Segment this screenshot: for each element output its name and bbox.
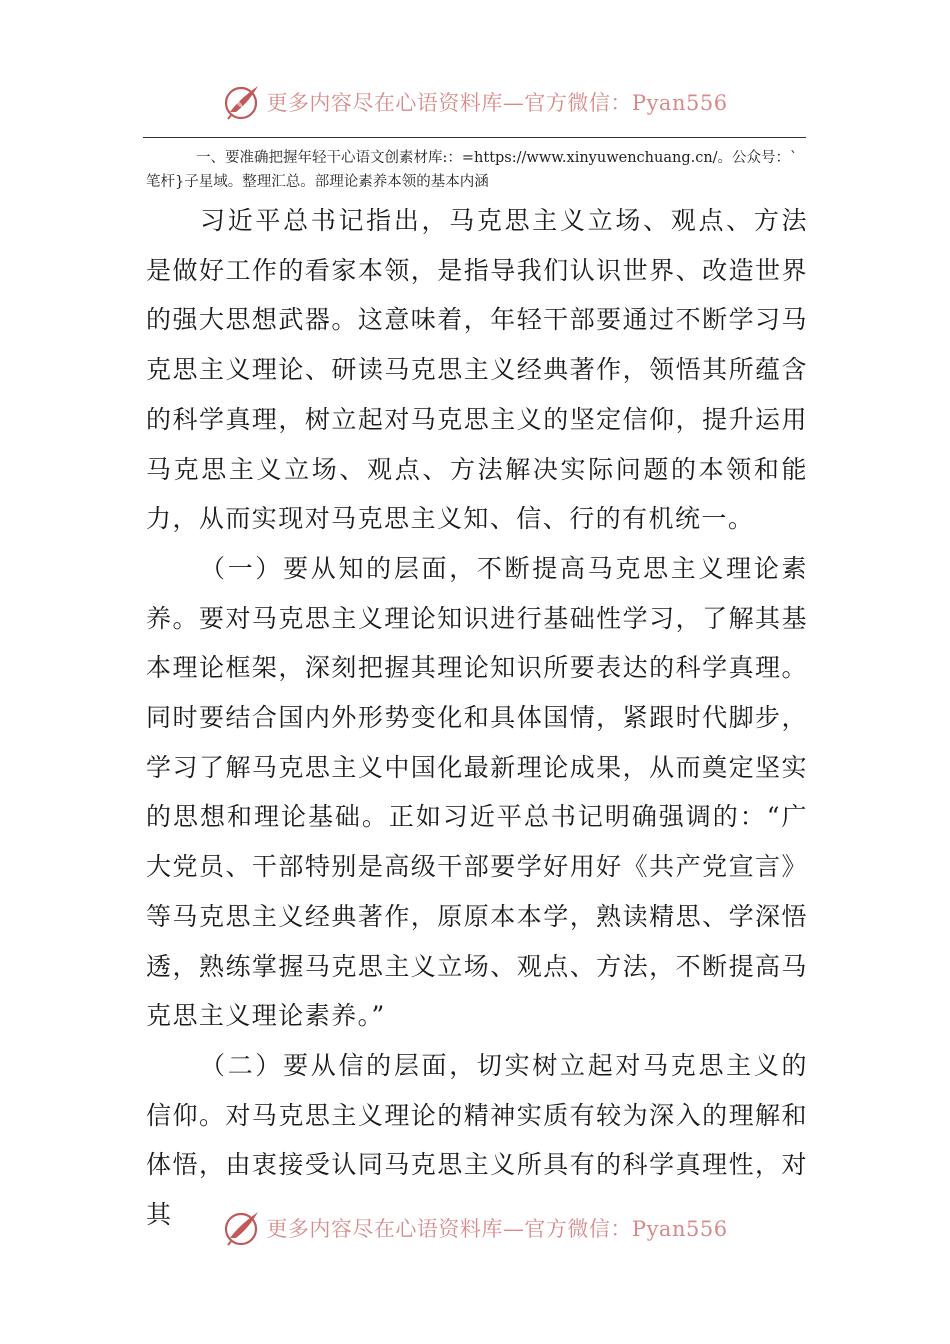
header-divider — [143, 137, 806, 138]
paragraph-3: （二）要从信的层面，切实树立起对马克思主义的信仰。对马克思主义理论的精神实质有较为深入的理解和体悟，由衷接受认同马克思主义所具有的科学真理性，对其 — [146, 1050, 808, 1230]
paragraph-2: （一）要从知的层面，不断提高马克思主义理论素养。要对马克思主义理论知识进行基础性学习，了解其基本理论框架，深刻把握其理论知识所要表达的科学真理。同时要结合国内外形势变化和具体国情，紧跟时代脚步，学习了解马克思主义中国化最新理论成果，从而奠定坚实的思想和理论基础。正如习近平总书记明确强调的：“广大党员、干部特别是高级干部要学好用好《共产党宣言》等马克思主义经典著作，原原本本学，熟读精思、学深悟透，熟练掌握马克思主义立场、观点、方法，不断提高马克思主义理论素养。” — [146, 553, 808, 1031]
quill-logo-icon — [222, 82, 262, 122]
paragraph-1: 习近平总书记指出，马克思主义立场、观点、方法是做好工作的看家本领，是指导我们认识世界、改造世界的强大思想武器。这意味着，年轻干部要通过不断学习马克思主义理论、研读马克思主义经典著作，领悟其所蕴含的科学真理，树立起对马克思主义的坚定信仰，提升运用马克思主义立场、观点、方法解决实际问题的本领和能力，从而实现对马克思主义知、信、行的有机统一。 — [146, 206, 808, 534]
footer-watermark — [0, 1206, 950, 1250]
quill-logo-icon — [222, 1208, 262, 1248]
watermark-text: 更多内容尽在心语资料库—官方微信：Pyan556 — [266, 1217, 728, 1241]
section-heading: 一、要准确把握年轻干心语文创素材库:：=https://www.xinyuwenchuang.cn/。公众号：`笔杆}子星域。整理汇总。部理论素养本领的基本内涵 — [146, 150, 798, 190]
watermark-text: 更多内容尽在心语资料库—官方微信：Pyan556 — [266, 91, 728, 115]
svg-text:✎: ✎ — [236, 101, 244, 111]
header-watermark — [0, 80, 950, 124]
document-body — [146, 196, 808, 1240]
